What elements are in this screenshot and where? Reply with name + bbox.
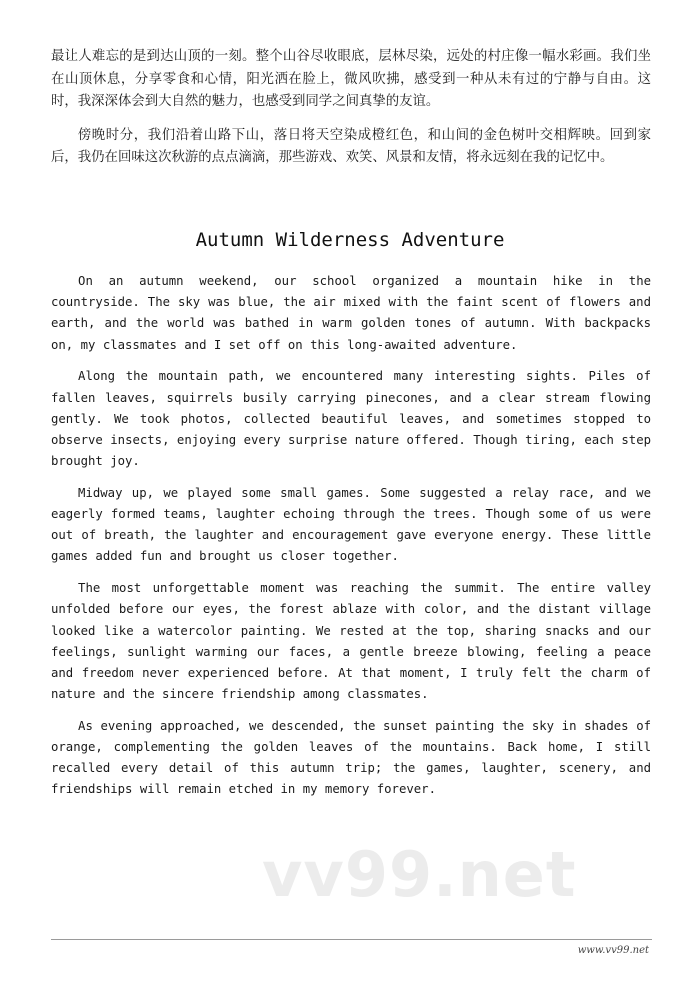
chinese-paragraph-1: 最让人难忘的是到达山顶的一刻。整个山谷尽收眼底，层林尽染，远处的村庄像一幅水彩画。我们坐在山顶休息，分享零食和心情，阳光洒在脸上，微风吹拂，感受到一种从未有过的宁静与自由。这时，我深深体会到大自然的魅力，也感受到同学之间真挚的友谊。 xyxy=(51,49,651,109)
footer-divider xyxy=(51,939,652,940)
english-paragraph-5: As evening approached, we descended, the sunset painting the sky in shades of orange, complementing the golden leaves of the mountains. Back home, I still recalled every detail of this autumn trip; the games, laughter, scenery, and friendships will remain etched in my memory forever. xyxy=(51,718,651,797)
site-watermark: vv99.net xyxy=(262,838,577,911)
footer-site-url: www.vv99.net xyxy=(577,945,649,956)
english-paragraph-4: The most unforgettable moment was reaching the summit. The entire valley unfolded before our eyes, the forest ablaze with color, and the distant village looked like a watercolor painting. We rested at the top, sharing snacks and our feelings, sunlight warming our faces, a gentle breeze blowing, feeling a peace and freedom never experienced before. At that moment, I truly felt the charm of nature and the sincere friendship among classmates. xyxy=(51,581,651,702)
english-paragraph-3: Midway up, we played some small games. Some suggested a relay race, and we eagerly formed teams, laughter echoing through the trees. Though some of us were out of breath, the laughter and encouragement gave everyone energy. These little games added fun and brought us closer together. xyxy=(51,485,651,564)
english-paragraph-2: Along the mountain path, we encountered many interesting sights. Piles of fallen leaves, squirrels busily carrying pinecones, and a clear stream flowing gently. We took photos, collected beautiful leaves, and sometimes stopped to observe insects, enjoying every surprise nature offered. Though tiring, each step brought joy. xyxy=(51,369,651,469)
chinese-paragraph-2: 傍晚时分，我们沿着山路下山，落日将天空染成橙红色，和山间的金色树叶交相辉映。回到家后，我仍在回味这次秋游的点点滴滴，那些游戏、欢笑、风景和友情，将永远刻在我的记忆中。 xyxy=(51,127,651,165)
chinese-text-section xyxy=(51,46,651,181)
english-essay-body xyxy=(51,271,651,811)
english-paragraph-1: On an autumn weekend, our school organized a mountain hike in the countryside. The sky was blue, the air mixed with the faint scent of flowers and earth, and the world was bathed in warm golden tones of autumn. With backpacks on, my classmates and I set off on this long-awaited adventure. xyxy=(51,274,651,352)
essay-title: Autumn Wilderness Adventure xyxy=(195,229,505,251)
